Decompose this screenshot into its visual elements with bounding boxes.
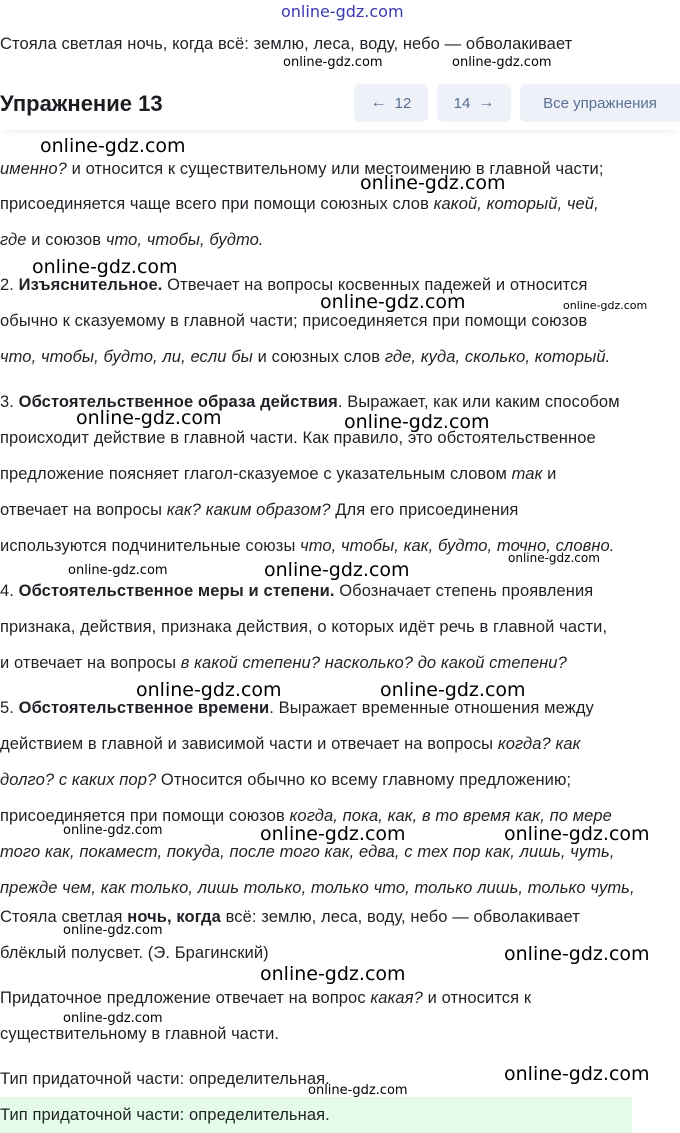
next-exercise-button[interactable] — [437, 84, 511, 122]
watermark: online-gdz.com — [260, 823, 406, 845]
watermark: online-gdz.com — [563, 299, 648, 312]
theory-line: признака, действия, признака действия, о которых идёт речь в главной части, — [0, 618, 608, 636]
watermark: online-gdz.com — [264, 559, 410, 581]
watermark: online-gdz.com — [380, 679, 526, 701]
theory-line: присоединяется чаще всего при помощи союзных слов какой, который, чей, — [0, 195, 599, 213]
watermark: online-gdz.com — [40, 135, 186, 157]
theory-line: присоединяется при помощи союзов когда, пока, как, в то время как, по мере — [0, 807, 612, 825]
theory-line: 4. Обстоятельственное меры и степени. Обозначает степень проявления — [0, 582, 594, 600]
prev-exercise-label: 12 — [394, 94, 412, 112]
watermark: online-gdz.com — [360, 172, 506, 194]
exercise-header — [0, 80, 680, 130]
all-exercises-button[interactable] — [520, 84, 680, 122]
watermark: online-gdz.com — [281, 2, 404, 21]
arrow-left-icon: ← — [370, 94, 387, 111]
theory-line: обычно к сказуемому в главной части; присоединяется при помощи союзов — [0, 312, 588, 330]
theory-line: 3. Обстоятельственное образа действия. Выражает, как или каким способом — [0, 393, 620, 411]
clause-type-text: Тип придаточной части: определительная. — [0, 1070, 330, 1088]
prev-exercise-button[interactable] — [354, 84, 428, 122]
theory-line: используются подчинительные союзы что, чтобы, как, будто, точно, словно. — [0, 537, 615, 555]
theory-line: происходит действие в главной части. Как правило, это обстоятельственное — [0, 429, 596, 447]
all-exercises-label: Все упражнения — [543, 94, 657, 112]
watermark: online-gdz.com — [260, 963, 406, 985]
watermark: online-gdz.com — [68, 563, 168, 578]
theory-line: и отвечает на вопросы в какой степени? насколько? до какой степени? — [0, 654, 567, 672]
watermark: online-gdz.com — [63, 1011, 163, 1026]
watermark: online-gdz.com — [76, 407, 222, 429]
theory-line: предложение поясняет глагол-сказуемое с указательным словом так и — [0, 465, 557, 483]
theory-line: 2. Изъяснительное. Отвечает на вопросы косвенных падежей и относится — [0, 276, 588, 294]
theory-line: где и союзов что, чтобы, будто. — [0, 231, 264, 249]
solution-text: Придаточное предложение отвечает на вопрос какая? и относится к — [0, 989, 532, 1007]
next-exercise-label: 14 — [453, 94, 471, 112]
watermark: online-gdz.com — [308, 1083, 408, 1098]
theory-line: того как, покамест, покуда, после того как, едва, с тех пор как, лишь, чуть, — [0, 843, 615, 861]
watermark: online-gdz.com — [344, 411, 490, 433]
arrow-right-icon: → — [478, 94, 495, 111]
watermark: online-gdz.com — [504, 1063, 650, 1085]
theory-line: именно? и относится к существительному или местоимению в главной части; — [0, 160, 604, 178]
watermark: online-gdz.com — [283, 55, 383, 70]
watermark: online-gdz.com — [452, 55, 552, 70]
theory-line: долго? с каких пор? Относится обычно ко всему главному предложению; — [0, 771, 572, 789]
preview-text: Стояла светлая ночь, когда всё: землю, леса, воду, небо — обволакивает — [0, 35, 573, 53]
watermark: online-gdz.com — [32, 256, 178, 278]
watermark: online-gdz.com — [63, 923, 163, 938]
theory-line: отвечает на вопросы как? каким образом? Для его присоединения — [0, 501, 519, 519]
watermark: online-gdz.com — [320, 291, 466, 313]
example-sentence: Стояла светлая ночь, когда всё: землю, леса, воду, небо — обволакивает — [0, 908, 580, 926]
theory-line: 5. Обстоятельственное времени. Выражает временные отношения между — [0, 699, 594, 717]
example-sentence: блёклый полусвет. (Э. Брагинский) — [0, 944, 269, 962]
theory-line: действием в главной и зависимой части и отвечает на вопросы когда? как — [0, 735, 581, 753]
watermark: online-gdz.com — [504, 943, 650, 965]
exercise-title: Упражнение 13 — [0, 91, 163, 116]
watermark: online-gdz.com — [136, 679, 282, 701]
answer-text: Тип придаточной части: определительная. — [0, 1106, 330, 1124]
watermark: online-gdz.com — [508, 551, 600, 565]
theory-line: что, чтобы, будто, ли, если бы и союзных слов где, куда, сколько, который. — [0, 348, 611, 366]
solution-text: существительному в главной части. — [0, 1025, 280, 1043]
watermark: online-gdz.com — [504, 823, 650, 845]
watermark: online-gdz.com — [63, 823, 163, 838]
theory-line: прежде чем, как только, лишь только, только что, только лишь, только чуть, — [0, 879, 635, 897]
